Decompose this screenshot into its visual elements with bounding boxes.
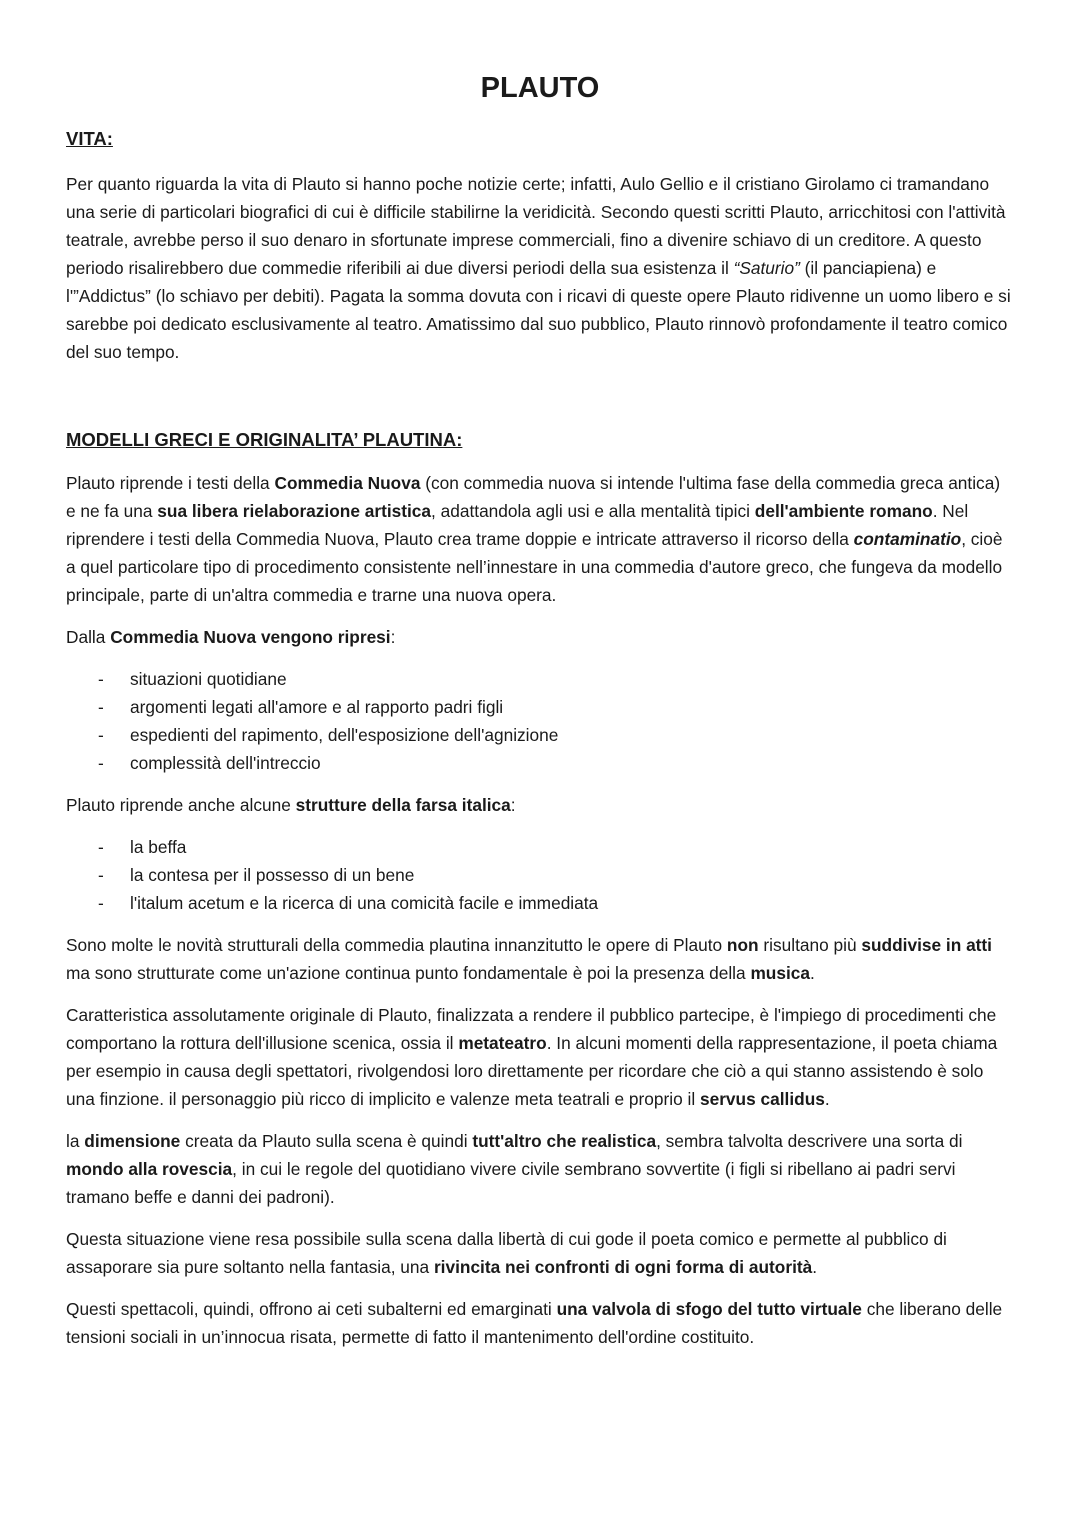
list-commedia-nuova — [66, 665, 1014, 777]
paragraph-valvola-sfogo — [66, 1295, 1014, 1351]
text-run: Caratteristica assolutamente originale di Plauto, finalizzata a rendere il pubblico partecipe, è l'impiego di procedimenti che comportano la rottura dell'illusione scenica, ossia il — [66, 1005, 997, 1053]
bold-text: sua libera rielaborazione artistica — [157, 501, 432, 521]
bold-text: musica — [750, 963, 810, 983]
section-heading-modelli: MODELLI GRECI E ORIGINALITA’ PLAUTINA: — [66, 429, 463, 450]
text-run: . — [824, 1089, 830, 1109]
paragraph-ripresi-intro — [66, 623, 1014, 651]
list-item: - l'italum acetum e la ricerca di una comicità facile e immediata — [66, 889, 1014, 917]
text-run: , in cui le regole del quotidiano vivere civile sembrano sovvertite (i figli si ribellano ai padri servi tramano beffe e danni dei padroni). — [66, 1159, 956, 1207]
bold-text: mondo alla rovescia — [66, 1159, 233, 1179]
text-run: (il panciapiena) e l'”Addictus” (lo schiavo per debiti). Pagata la somma dovuta con i ricavi di queste opere Plauto ridivenne un uomo libero e si sarebbe poi dedicato esclusivamente al teatro. Amatissimo dal suo pubblico, Plauto rinnovò profondamente il teatro comico del suo tempo. — [66, 258, 1011, 362]
text-run: : — [510, 795, 516, 815]
text-run: la — [66, 1131, 85, 1151]
text-run: . In alcuni momenti della rappresentazione, il poeta chiama per esempio in causa degli spettatori, rivolgendosi loro direttamente per ricordare che ciò a qui stanno assistendo è solo una finzione. il personaggio più ricco di implicito e valenze meta teatrali e proprio il — [66, 1033, 998, 1109]
list-item: - argomenti legati all'amore e al rapporto padri figli — [66, 693, 1014, 721]
bold-text: strutture della farsa italica — [295, 795, 511, 815]
paragraph-commedia-nuova — [66, 469, 1014, 609]
text-run: che liberano delle tensioni sociali in un’innocua risata, permette di fatto il mantenimento dell'ordine costituito. — [66, 1299, 1003, 1347]
bold-text: tutt'altro che realistica — [472, 1131, 657, 1151]
bold-text: servus callidus — [699, 1089, 825, 1109]
bold-text: contaminatio — [853, 529, 962, 549]
text-run: Plauto riprende i testi della — [66, 473, 275, 493]
text-run: . — [810, 963, 815, 983]
text-run: : — [390, 627, 396, 647]
page-title: PLAUTO — [480, 72, 600, 104]
text-run: Questa situazione viene resa possibile sulla scena dalla libertà di cui gode il poeta comico e permette al pubblico di assaporare sia pure soltanto nella fantasia, una — [66, 1229, 947, 1277]
text-run: creata da Plauto sulla scena è quindi — [180, 1131, 473, 1151]
list-farsa-italica — [66, 833, 1014, 917]
bold-text: Commedia Nuova vengono ripresi — [110, 627, 391, 647]
text-run: ma sono strutturate come un'azione continua punto fondamentale è poi la presenza della — [66, 963, 751, 983]
text-run: (con commedia nuova si intende l'ultima fase della commedia greca antica) e ne fa una — [66, 473, 1001, 521]
paragraph-farsa-intro — [66, 791, 1014, 819]
text-run: Sono molte le novità strutturali della commedia plautina innanzitutto le opere di Plauto — [66, 935, 727, 955]
text-run: . — [812, 1257, 818, 1277]
bold-text: suddivise in atti — [861, 935, 992, 955]
paragraph-metateatro — [66, 1001, 1014, 1113]
paragraph-rivincita — [66, 1225, 1014, 1281]
text-run: , cioè a quel particolare tipo di procedimento consistente nell’innestare in una commedia d'autore greco, che fungeva da modello principale, parte di un'altra commedia e trarne una nuova opera. — [66, 529, 1003, 605]
bold-text: dell'ambiente romano — [754, 501, 933, 521]
text-run: Plauto riprende anche alcune — [66, 795, 296, 815]
text-run: Dalla — [66, 627, 111, 647]
list-item: - complessità dell'intreccio — [66, 749, 1014, 777]
text-run: , sembra talvolta descrivere una sorta di — [656, 1131, 963, 1151]
paragraph-novita-strutturali — [66, 931, 1014, 987]
section-heading-vita: VITA: — [66, 128, 113, 149]
text-run: . Nel riprendere i testi della Commedia Nuova, Plauto crea trame doppie e intricate attraverso il ricorso della — [66, 501, 969, 549]
text-run: Per quanto riguarda la vita di Plauto si hanno poche notizie certe; infatti, Aulo Gellio e il cristiano Girolamo ci tramandano una serie di particolari biografici di cui è difficile stabilirne la veridicità. Secondo questi scritti Plauto, arricchitosi con l'attività teatrale, avrebbe perso il suo denaro in sfortunate imprese commerciali, fino a divenire schiavo di un creditore. A questo periodo risalirebbero due commedie riferibili ai due diversi periodi della sua esistenza il — [66, 174, 1006, 278]
italic-text: “Saturio” — [733, 258, 800, 278]
bold-text: metateatro — [458, 1033, 547, 1053]
bold-text: dimensione — [84, 1131, 181, 1151]
bold-text: Commedia Nuova — [274, 473, 421, 493]
list-item: - la contesa per il possesso di un bene — [66, 861, 1014, 889]
text-run: risultano più — [758, 935, 862, 955]
text-run: , adattandola agli usi e alla mentalità tipici — [431, 501, 755, 521]
bold-text: non — [726, 935, 759, 955]
text-run: Questi spettacoli, quindi, offrono ai ceti subalterni ed emarginati — [66, 1299, 557, 1319]
list-item: - la beffa — [66, 833, 1014, 861]
paragraph-dimensione — [66, 1127, 1014, 1211]
list-item: - situazioni quotidiane — [66, 665, 1014, 693]
bold-text: rivincita nei confronti di ogni forma di autorità — [433, 1257, 813, 1277]
paragraph-vita — [66, 170, 1014, 366]
bold-text: una valvola di sfogo del tutto virtuale — [556, 1299, 862, 1319]
list-item: - espedienti del rapimento, dell'esposizione dell'agnizione — [66, 721, 1014, 749]
